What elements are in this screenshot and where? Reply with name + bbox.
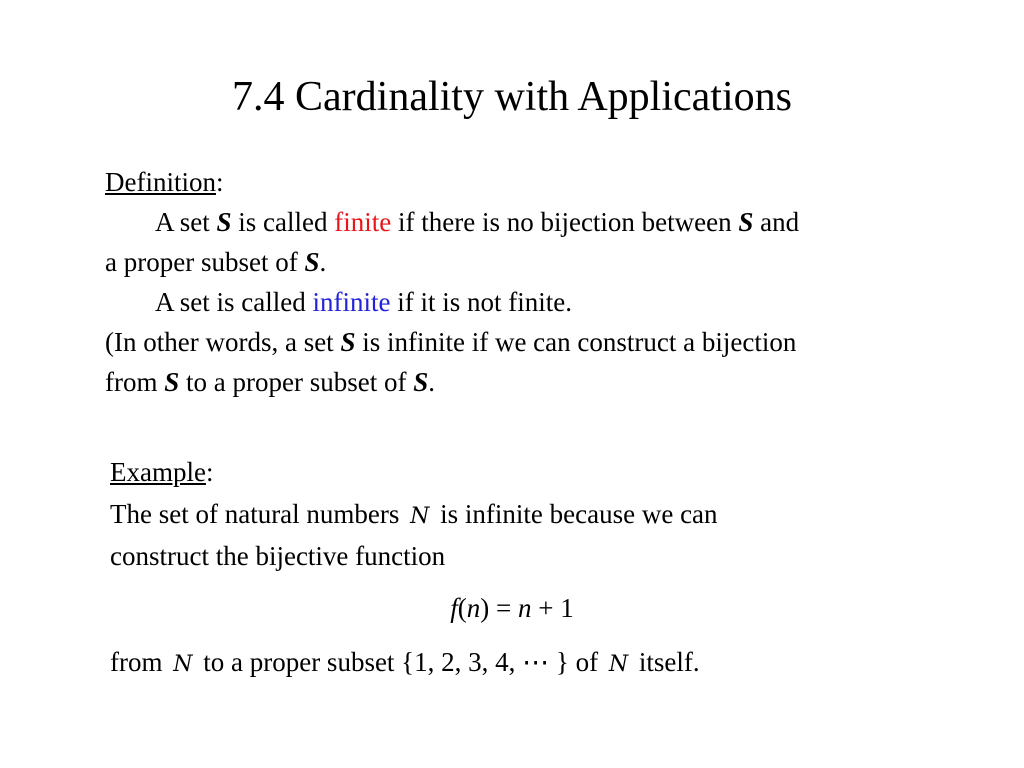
set-symbol: S: [164, 367, 180, 397]
other-words-line-2: [105, 362, 799, 402]
text-span: (: [457, 593, 467, 623]
conclusion-line: [110, 642, 700, 682]
text-span: to a proper subset {1, 2, 3, 4, ⋯ } of: [196, 647, 605, 677]
bijection-formula: [0, 588, 1024, 628]
text-span: is infinite because we can: [433, 499, 718, 529]
text-span: ) =: [480, 593, 518, 623]
natural-numbers-symbol: N: [608, 652, 629, 677]
formula-variable: n: [518, 593, 532, 623]
slide-title: 7.4 Cardinality with Applications: [232, 74, 792, 120]
text-span: A set is called: [155, 287, 313, 317]
finite-term: finite: [334, 207, 392, 237]
example-block: [110, 452, 718, 576]
set-symbol: S: [413, 367, 429, 397]
example-heading: Example: [110, 457, 206, 487]
natural-numbers-symbol: N: [173, 652, 193, 677]
text-span: .: [428, 367, 435, 397]
definition-colon: :: [215, 167, 224, 197]
text-span: (In other words, a set: [105, 327, 341, 357]
natural-numbers-symbol: N: [410, 504, 430, 529]
definition-heading: Definition: [105, 167, 216, 197]
finite-definition-line-2: [105, 242, 799, 282]
other-words-line: [105, 322, 799, 362]
formula-variable: n: [466, 593, 481, 623]
text-span: from: [110, 647, 170, 677]
text-span: .: [319, 247, 327, 277]
example-line-1: [110, 492, 718, 536]
text-span: A set: [155, 207, 217, 237]
example-heading-line: [110, 452, 718, 492]
text-span: a proper subset of: [105, 247, 305, 277]
text-span: if there is no bijection between: [391, 207, 739, 237]
text-span: if it is not finite.: [390, 287, 572, 317]
text-span: The set of natural numbers: [110, 499, 407, 529]
text-span: is infinite if we can construct a bijection: [355, 327, 797, 357]
set-symbol: S: [304, 247, 320, 277]
text-span: itself.: [632, 647, 700, 677]
definition-heading-line: [105, 162, 799, 202]
text-span: + 1: [531, 593, 574, 623]
text-span: from: [105, 367, 165, 397]
set-symbol: S: [216, 207, 232, 237]
definition-block: [105, 162, 799, 402]
set-symbol: S: [340, 327, 356, 357]
infinite-term: infinite: [312, 287, 391, 317]
text-span: is called: [231, 207, 335, 237]
set-symbol: S: [738, 207, 754, 237]
infinite-definition-line: [105, 282, 799, 322]
formula-function-name: f: [450, 593, 458, 623]
finite-definition-line: [105, 202, 799, 242]
example-conclusion: [110, 642, 700, 682]
example-line-2: construct the bijective function: [110, 541, 446, 571]
example-colon: :: [205, 457, 214, 487]
text-span: and: [753, 207, 800, 237]
text-span: to a proper subset of: [179, 367, 414, 397]
